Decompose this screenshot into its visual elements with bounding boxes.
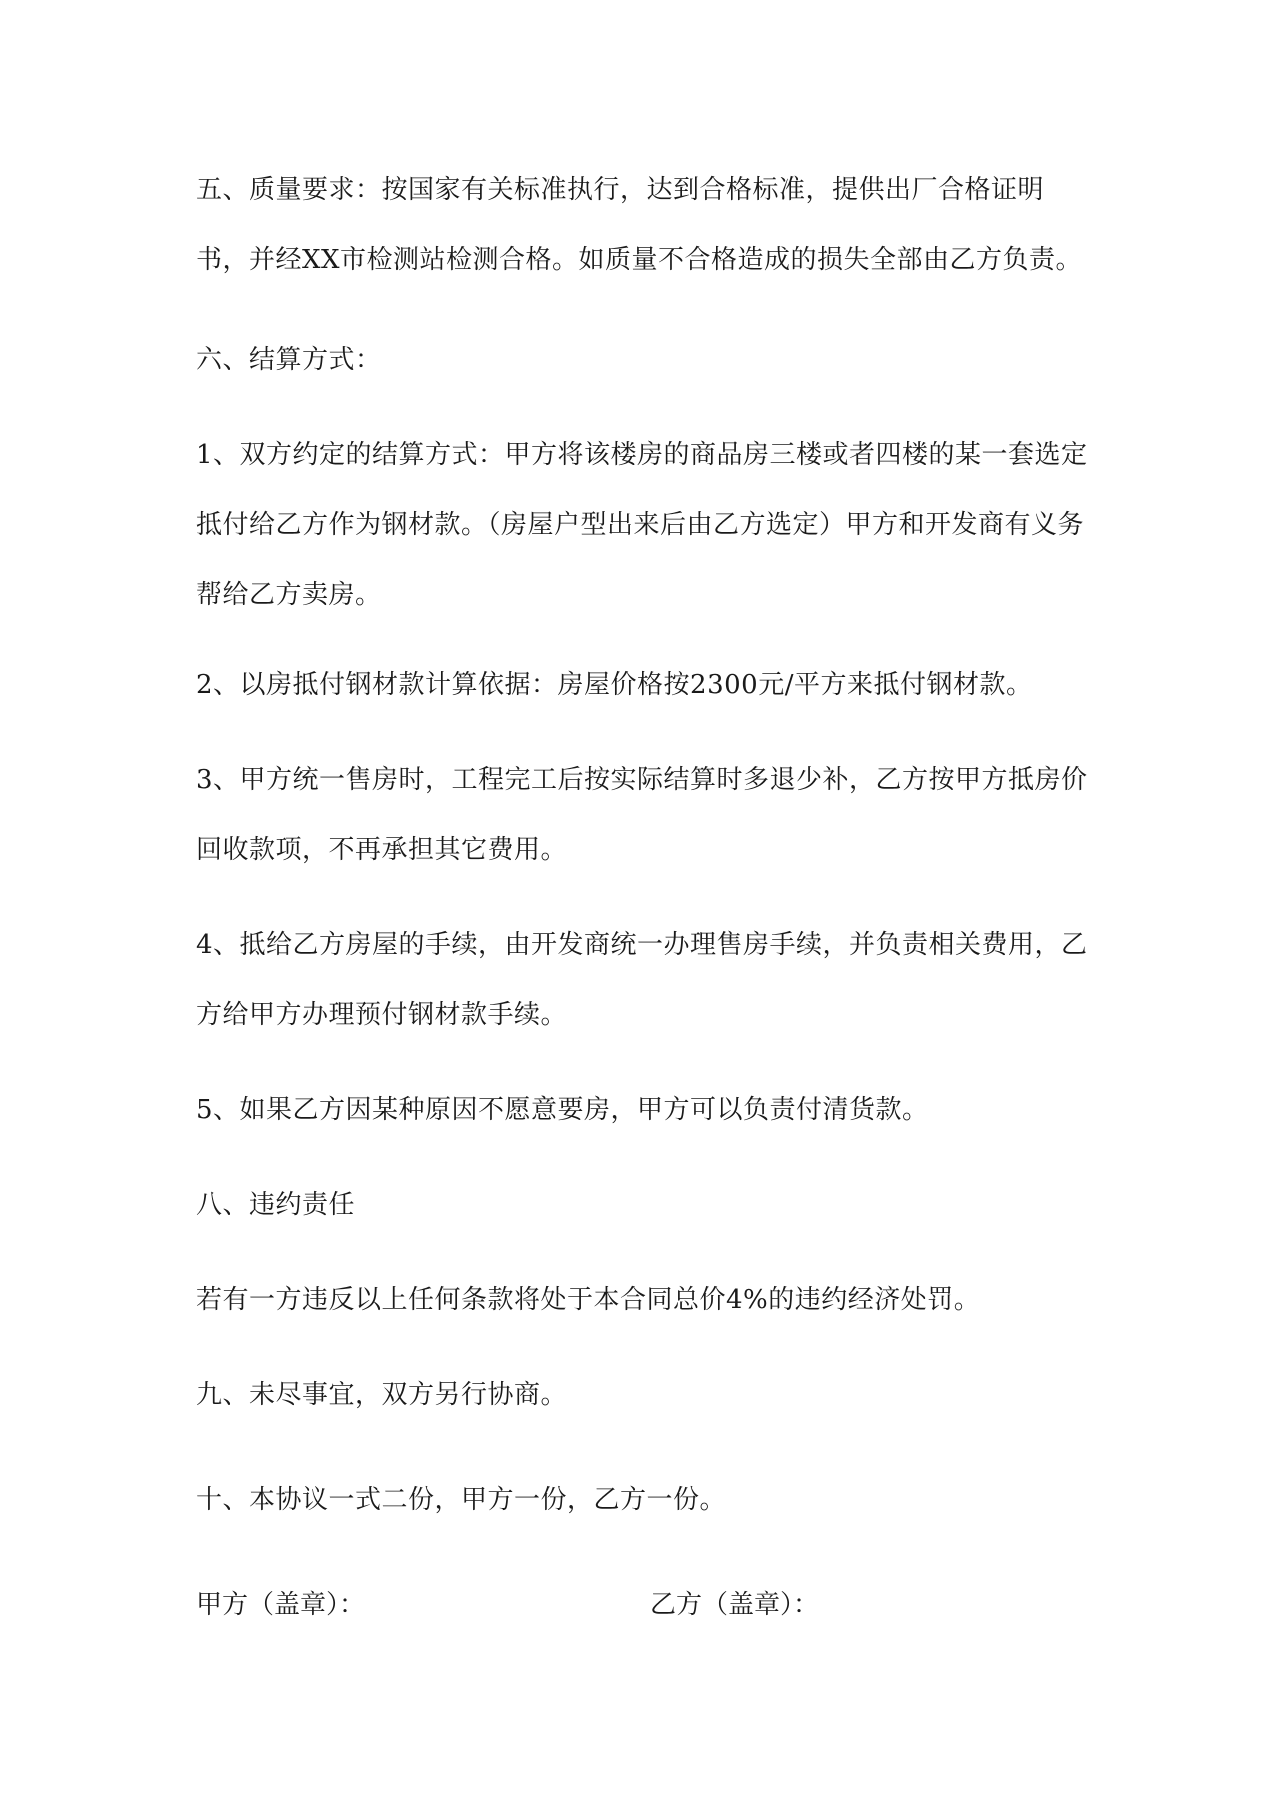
clause-unresolved: 九、未尽事宜，双方另行协商。 [196,1380,568,1410]
signature-party-b: 乙方（盖章）： [650,1590,820,1620]
settlement-item-1: 1、双方约定的结算方式：甲方将该楼房的商品房三楼或者四楼的某一套选定抵付给乙方作为钢材款。（房屋户型出来后由乙方选定）甲方和开发商有义务帮给乙方卖房。 [196,440,1088,610]
clause-settlement-heading: 六、结算方式： [196,345,382,375]
clause-breach-heading: 八、违约责任 [196,1190,356,1220]
clause-breach-text: 若有一方违反以上任何条款将处于本合同总价4%的违约经济处罚。 [196,1285,981,1315]
clause-copies: 十、本协议一式二份，甲方一份，乙方一份。 [196,1485,727,1515]
settlement-item-5: 5、如果乙方因某种原因不愿意要房，甲方可以负责付清货款。 [196,1095,929,1125]
clause-quality: 五、质量要求：按国家有关标准执行，达到合格标准，提供出厂合格证明书，并经XX市检测站检测合格。如质量不合格造成的损失全部由乙方负责。 [196,175,1083,275]
signature-party-a: 甲方（盖章）： [196,1590,366,1620]
settlement-item-2: 2、以房抵付钢材款计算依据：房屋价格按2300元/平方来抵付钢材款。 [196,670,1033,700]
settlement-item-4: 4、抵给乙方房屋的手续，由开发商统一办理售房手续，并负责相关费用，乙方给甲方办理预付钢材款手续。 [196,930,1088,1030]
settlement-item-3: 3、甲方统一售房时，工程完工后按实际结算时多退少补，乙方按甲方抵房价回收款项，不再承担其它费用。 [196,765,1088,865]
